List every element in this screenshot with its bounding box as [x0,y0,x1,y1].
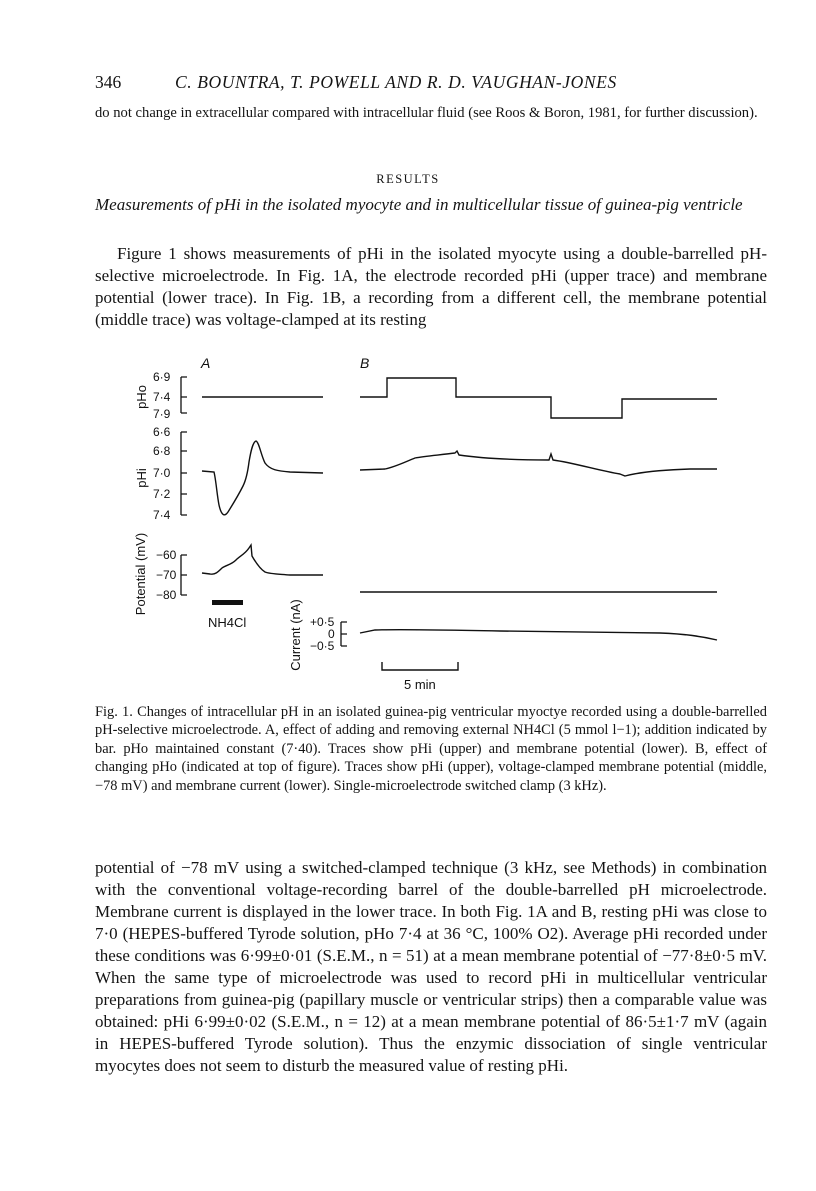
trace-a-potential [202,545,323,575]
potential-tick: −60 [156,548,177,562]
figure-caption: Fig. 1. Changes of intracellular pH in an isolated guinea-pig ventricular myoctye recorded using a double-barrelled pH-selective microelectrode. A, effect of adding and removing external NH4Cl (5 mmol l−1); addition indicated by bar. pHo maintained constant (7·40). Traces show pHi (upper) and membrane potential (lower). B, effect of changing pHo (indicated at top of figure). Traces show pHi (upper), voltage-clamped membrane potential (middle, −78 mV) and membrane current (lower). Single-microelectrode switched clamp (3 kHz). [95,704,767,794]
paragraph-2: potential of −78 mV using a switched-clamped technique (3 kHz, see Methods) in combination with the conventional voltage-recording barrel of the double-barrelled pH microelectrode. Membrane current is displayed in the lower trace. In both Fig. 1A and B, resting pHi was close to 7·0 (HEPES-buffered Tyrode solution, pHo 7·4 at 36 °C, 100% O2). Average pHi recorded under these conditions was 6·99±0·01 (S.E.M., n = 51) at a mean membrane potential of −77·8±0·5 mV. When the same type of microelectrode was used to record pHi in multicellular ventricular preparations from guinea-pig (papillary muscle or ventricular strips) then a comparable value was obtained: pHi 6·99±0·02 (S.E.M., n = 12) at a mean membrane potential of 86·5±1·7 mV (again in HEPES-buffered Tyrode solution). Thus the enzymic dissociation of single ventricular myocytes does not seem to disturb the measured value of resting pHi. [95,858,767,1075]
phi-tick: 6·8 [153,444,171,458]
panel-a-label: A [201,355,211,371]
pho-tick: 6·9 [153,370,171,384]
trace-b-current [360,630,717,640]
potential-axis-label: Potential (mV) [133,532,148,616]
current-tick: −0·5 [310,639,335,653]
phi-axis-label: pHi [134,468,149,488]
nh4cl-label: NH4Cl [208,615,247,630]
subheading: Measurements of pHi in the isolated myocyte and in multicellular tissue of guinea-pig ventricle [95,195,743,214]
panel-b-label: B [360,355,370,371]
current-tick: +0·5 [310,615,335,629]
nh4cl-bar [212,600,243,605]
page-number: 346 [95,72,122,92]
phi-tick: 6·6 [153,425,171,439]
trace-a-phi [202,441,323,515]
pho-tick: 7·4 [153,390,171,404]
trace-b-phi [360,451,717,476]
potential-tick: −80 [156,588,177,602]
time-scale-label: 5 min [404,677,436,692]
paragraph-1-text: Figure 1 shows measurements of pHi in the isolated myocyte using a double-barrelled pH-selective microelectrode. In Fig. 1A, the electrode recorded pHi (upper trace) and membrane potential (lower trace). In Fig. 1B, a recording from a different cell, the membrane potential (middle trace) was voltage-clamped at its resting [95,244,767,329]
phi-tick: 7·4 [153,508,171,522]
potential-tick: −70 [156,568,177,582]
current-axis-label: Current (nA) [288,599,303,671]
trace-b-pho [360,378,717,418]
time-scale-bar [382,662,458,670]
current-tick: 0 [328,627,335,641]
phi-tick: 7·0 [153,466,171,480]
running-authors: C. BOUNTRA, T. POWELL AND R. D. VAUGHAN-JONES [175,72,617,92]
pho-axis-label: pHo [134,385,149,409]
pho-tick: 7·9 [153,407,171,421]
section-title: RESULTS [376,172,440,186]
phi-tick: 7·2 [153,487,171,501]
intro-paragraph: do not change in extracellular compared with intracellular fluid (see Roos & Boron, 1981, for further discussion). [95,105,758,121]
